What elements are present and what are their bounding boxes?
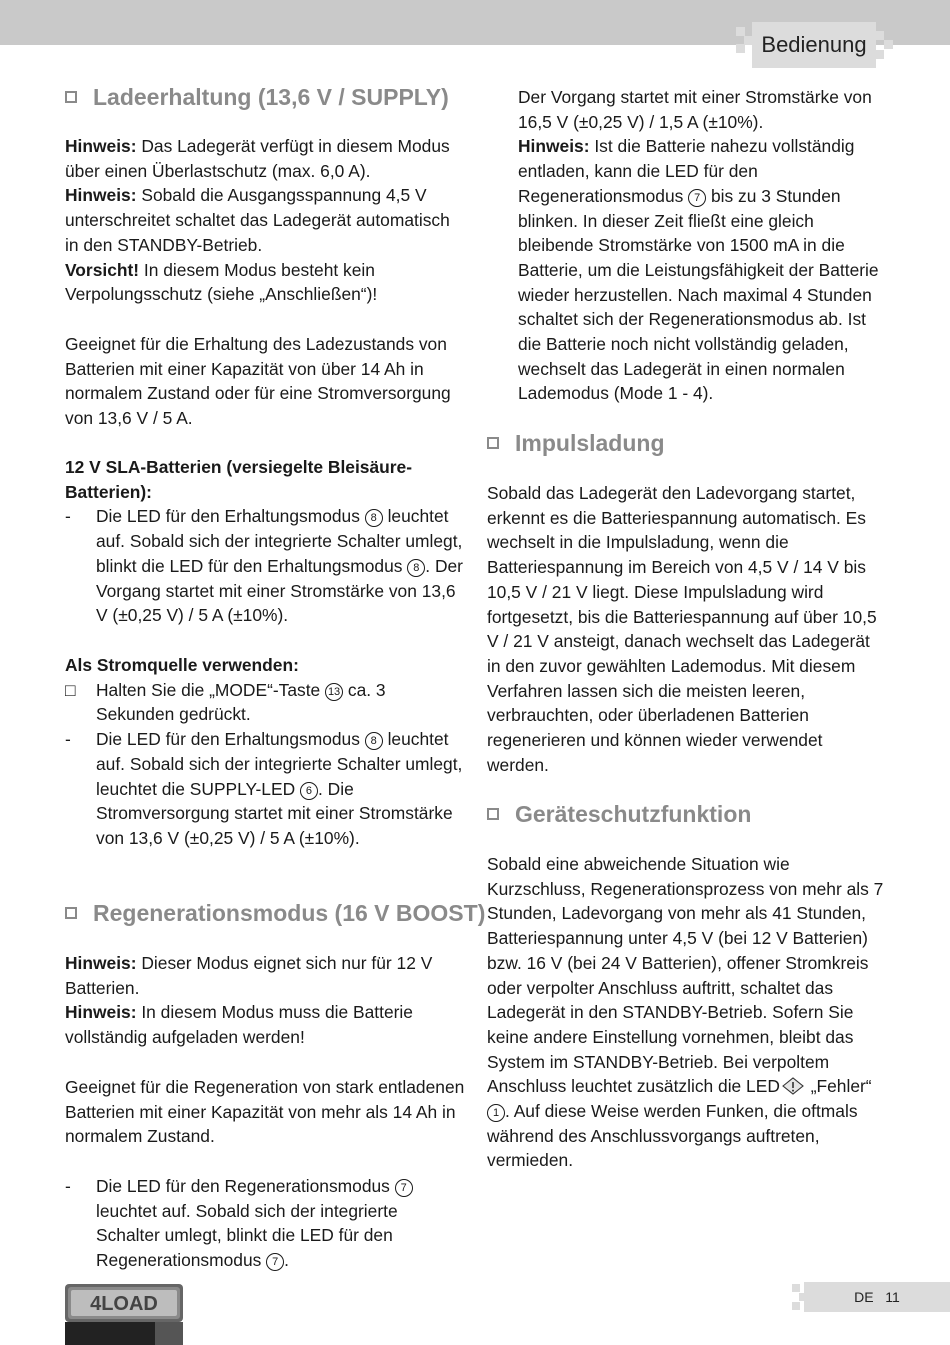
checkbox-square-icon [65,91,77,103]
paragraph [65,332,465,431]
circled-number: 7 [395,1179,413,1197]
square-bullet: □ [65,679,76,700]
note-label: Hinweis: [65,1002,137,1023]
note [65,134,465,183]
note [65,258,465,307]
decor-square [736,27,745,36]
heading-text: Ladeerhaltung (13,6 V / SUPPLY) [93,84,449,110]
warning-led-icon [782,1077,804,1095]
item-text: leuchtet auf. Sobald sich der integrierte Schalter umlegt, blinkt die LED für den Erhaltungsmodus [96,506,463,576]
circled-number: 8 [365,732,383,750]
stromquelle-section [65,653,465,851]
item-text: . [284,1250,289,1271]
item-text: Die LED für den Regenerationsmodus [96,1176,395,1196]
item-text: leuchtet auf. Sobald sich der integrierte Schalter umlegt, blinkt die LED für den Regenerationsmodus [96,1200,398,1271]
note-text: Ist die Batterie nahezu vollständig entladen, kann die LED für den Regenerationsmodus [518,136,855,206]
note [518,134,888,406]
circled-number: 7 [688,189,706,207]
decor-square [875,50,884,59]
continued-text [518,85,888,406]
regen-list [65,1174,465,1273]
note-text: In diesem Modus besteht kein Verpolungsschutz (siehe „Anschließen“)! [65,259,378,305]
item-text: leuchtet auf. Sobald sich der integrierte Schalter umlegt, leuchtet die SUPPLY-LED [96,729,463,799]
heading-text: Impulsladung [515,430,665,456]
note-text: Dieser Modus eignet sich nur für 12 V Batterien. [65,953,433,998]
list-item [65,1174,465,1273]
paragraph-text: Geeignet für die Erhaltung des Ladezustands von Batterien mit einer Kapazität von über 14 Ah in normalem Zustand oder für eine Stromversorgung von 13,6 V / 5 A. [65,334,451,429]
item-text: Die LED für den Erhaltungsmodus [96,729,365,750]
note-text: Das Ladegerät verfügt in diesem Modus über einen Überlastschutz (max. 6,0 A). [65,136,450,181]
logo-text: 4LOAD [90,1293,158,1315]
list-item [65,678,465,727]
sla-title: 12 V SLA-Batterien (versiegelte Bleisäure-Batterien): [65,457,412,502]
circled-number: 8 [365,509,383,527]
decor-square [884,40,893,49]
para-text: „Fehler“ [805,1076,872,1097]
heading-geraeteschutzfunktion [487,799,751,829]
page-footer [804,1282,950,1312]
decor-square [875,31,884,40]
decor-square [736,44,745,53]
note-label: Hinweis: [65,136,137,156]
paragraph [65,1075,465,1149]
item-text: . Die Stromversorgung startet mit einer Stromstärke von 13,6 V (±0,25 V) / 5 A (±10%). [96,778,453,848]
dash-bullet: - [65,506,71,527]
checkbox-square-icon [487,437,499,449]
circled-number: 13 [325,683,343,701]
brand-logo [65,1282,183,1345]
circled-number: 7 [266,1253,284,1271]
dash-bullet: - [65,1176,71,1196]
section-title: Bedienung [752,22,876,68]
list-item [65,727,465,851]
note-text: bis zu 3 Stunden blinken. In dieser Zeit fließt eine gleich bleibende Stromstärke von 1500 mA in die Batterie, um die Leistungsfähigkeit der Batterie wieder herzustellen. Nach maximal 4 Stunden schaltet sich der Regenerationsmodus ab. Ist die Batterie noch nicht vollständig geladen, wechselt das Ladegerät in einen normalen Lademodus (Mode 1 - 4). [518,185,879,404]
note-label: Hinweis: [65,953,137,973]
note [65,183,465,257]
note-text: In diesem Modus muss die Batterie vollständig aufgeladen werden! [65,1002,413,1048]
note-label: Hinweis: [518,136,590,157]
item-text: Die LED für den Erhaltungsmodus [96,506,365,527]
paragraph [487,852,887,1173]
notes-block-1 [65,134,465,307]
note-label: Hinweis: [65,185,137,206]
paragraph-text: Der Vorgang startet mit einer Stromstärke von 16,5 V (±0,25 V) / 1,5 A (±10%). [518,87,872,132]
item-text: ca. 3 Sekunden gedrückt. [96,679,386,725]
language-code: DE [854,1289,874,1305]
warning-label: Vorsicht! [65,259,140,280]
stromquelle-title: Als Stromquelle verwenden: [65,655,299,675]
paragraph-text: Geeignet für die Regeneration von stark entladenen Batterien mit einer Kapazität von mehr als 14 Ah in normalem Zustand. [65,1077,465,1147]
heading-text: Geräteschutzfunktion [515,801,752,827]
decor-square [792,1284,800,1292]
item-text: . Der Vorgang startet mit einer Stromstärke von 13,6 V (±0,25 V) / 5 A (±10%). [96,555,463,626]
note [65,1000,465,1049]
para-text: Sobald eine abweichende Situation wie Kurzschluss, Regenerationsprozess von mehr als 7 Stunden, Ladevorgang von mehr als 41 Stunden, Batteriespannung unter 4,5 V (bei 12 V Batterien) bzw. 16 V (bei 24 V Batterien), offener Stromkreis oder verpolter Anschluss auftritt, schaltet das Ladegerät in den STANDBY-Betrieb. Sofern Sie keine andere Einstellung vornehmen, bleibt das System im STANDBY-Betrieb. Bei verpoltem Anschluss leuchtet zusätzlich die LED [487,854,884,1097]
note [65,951,465,1000]
paragraph [487,481,887,777]
notes-block-2 [65,951,465,1050]
heading-regenerationsmodus [65,898,485,928]
sla-section [65,455,465,628]
heading-ladeerhaltung [65,82,449,112]
heading-impulsladung [487,428,665,458]
list-item [65,504,465,628]
note-text: Sobald die Ausgangsspannung 4,5 V unterschreitet schaltet das Ladegerät automatisch in den STANDBY-Betrieb. [65,185,450,255]
para-text: . Auf diese Weise werden Funken, die oftmals während des Anschlussvorgangs auftreten, vermieden. [487,1101,858,1171]
dash-bullet: - [65,729,71,750]
decor-square [792,1302,800,1310]
circled-number: 6 [300,782,318,800]
heading-text: Regenerationsmodus (16 V BOOST) [93,900,486,926]
checkbox-square-icon [65,907,77,919]
checkbox-square-icon [487,808,499,820]
circled-number: 8 [407,559,425,577]
circled-number: 1 [487,1104,505,1122]
paragraph-text [487,852,887,1173]
paragraph-text: Sobald das Ladegerät den Ladevorgang startet, erkennt es die Batteriespannung automatisch. Es wechselt in die Impulsladung, wenn die Batteriespannung im Bereich von 4,5 V / 14 V bis 10,5 V / 21 V liegt. Diese Impulsladung wird fortgesetzt, bis die Batteriespannung auf über 10,5 V / 21 V ansteigt, danach wechselt das Ladegerät in den zuvor gewählten Lademodus. Mit diesem Verfahren lassen sich die meisten leeren, verbrauchten, oder überladenen Batterien regenerieren und können wieder verwendet werden. [487,483,877,775]
item-text: Halten Sie die „MODE“-Taste [96,679,326,700]
page-number: 11 [885,1289,900,1305]
